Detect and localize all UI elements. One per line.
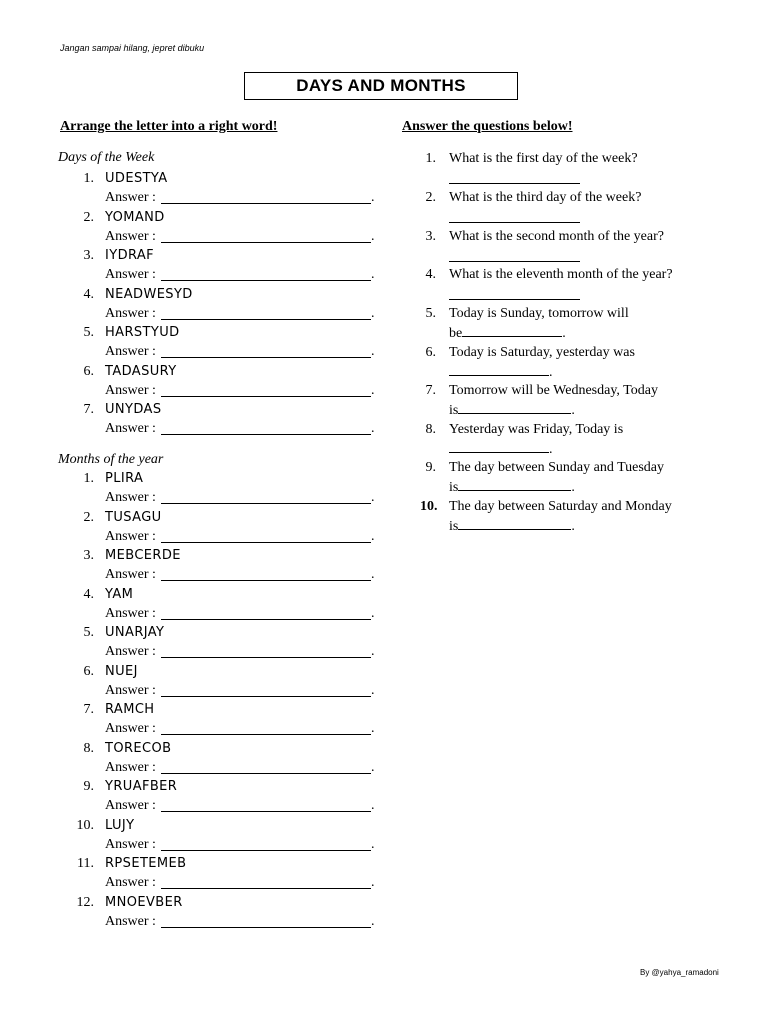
answer-period: . — [371, 721, 375, 736]
scrambled-word: TORECOB — [105, 740, 172, 756]
question-continuation: is . — [449, 516, 575, 536]
answer-period: . — [571, 403, 575, 418]
scrambled-word: UDESTYA — [105, 171, 168, 186]
answer-period: . — [371, 490, 375, 505]
answer-label: Answer : — [105, 190, 156, 205]
question-number: 2. — [425, 190, 436, 205]
item-number: 9. — [83, 779, 94, 794]
answer-period: . — [371, 836, 375, 852]
answer-continuation — [449, 362, 553, 382]
worksheet-title: DAYS AND MONTHS — [244, 72, 518, 100]
answer-period: . — [371, 421, 375, 436]
answer-label: Answer : — [105, 875, 156, 890]
scrambled-word: IYDRAF — [105, 248, 155, 263]
question-number: 7. — [425, 383, 436, 398]
answer-blank[interactable] — [462, 323, 562, 337]
answer-blank[interactable] — [161, 542, 371, 543]
scrambled-word: MNOEVBER — [105, 894, 183, 910]
answer-blank[interactable] — [161, 850, 371, 851]
answer-continuation — [449, 439, 553, 459]
answer-period: . — [371, 267, 375, 282]
answer-blank[interactable] — [161, 357, 371, 358]
question-continuation: is . — [449, 400, 575, 420]
answer-blank[interactable] — [161, 280, 371, 281]
scrambled-word: MEBCERDE — [105, 548, 181, 563]
scrambled-word: RPSETEMEB — [105, 856, 187, 871]
item-number: 12. — [76, 894, 94, 910]
question-text: What is the eleventh month of the year? — [449, 267, 673, 282]
answer-blank[interactable] — [161, 888, 371, 889]
answer-period: . — [371, 759, 375, 775]
left-section-heading: Arrange the letter into a right word! — [60, 119, 278, 134]
item-number: 6. — [83, 663, 94, 679]
scrambled-word: UNARJAY — [105, 625, 165, 640]
answer-period: . — [371, 344, 375, 359]
answer-blank[interactable] — [161, 811, 371, 812]
question-text: Today is Sunday, tomorrow will — [449, 306, 629, 321]
answer-blank[interactable] — [458, 400, 571, 414]
answer-blank[interactable] — [161, 242, 371, 243]
header-note: Jangan sampai hilang, jepret dibuku — [60, 43, 205, 53]
scrambled-word: UNYDAS — [105, 402, 162, 417]
question-text: What is the first day of the week? — [449, 151, 638, 166]
answer-period: . — [371, 305, 375, 321]
answer-label: Answer : — [105, 344, 156, 359]
question-number: 10. — [420, 499, 438, 514]
answer-blank[interactable] — [449, 183, 580, 184]
answer-blank[interactable] — [449, 261, 580, 262]
footer-credit: By @yahya_ramadoni — [640, 968, 719, 977]
answer-period: . — [371, 644, 375, 659]
answer-blank[interactable] — [161, 927, 371, 928]
question-text: The day between Sunday and Tuesday — [449, 460, 665, 475]
answer-label: Answer : — [105, 228, 156, 244]
answer-blank[interactable] — [161, 619, 371, 620]
answer-label: Answer : — [105, 721, 156, 736]
answer-blank[interactable] — [458, 516, 571, 530]
answer-period: . — [371, 913, 375, 929]
scrambled-word: HARSTYUD — [105, 325, 180, 340]
answer-label: Answer : — [105, 644, 156, 659]
answer-blank[interactable] — [161, 773, 371, 774]
item-number: 1. — [83, 171, 94, 186]
answer-period: . — [371, 190, 375, 205]
question-number: 4. — [425, 267, 436, 282]
question-text: Today is Saturday, yesterday was — [449, 345, 635, 360]
months-heading: Months of the year — [58, 452, 164, 467]
item-number: 7. — [83, 402, 94, 417]
question-number: 6. — [425, 345, 436, 360]
answer-label: Answer : — [105, 798, 156, 813]
question-number: 3. — [425, 229, 436, 244]
question-continuation: is . — [449, 477, 575, 497]
answer-label: Answer : — [105, 682, 156, 698]
question-number: 8. — [425, 422, 436, 437]
item-number: 11. — [77, 856, 94, 871]
item-number: 4. — [83, 286, 94, 302]
answer-blank[interactable] — [161, 396, 371, 397]
answer-label: Answer : — [105, 759, 156, 775]
answer-period: . — [371, 528, 375, 544]
item-number: 1. — [83, 471, 94, 486]
question-text: Tomorrow will be Wednesday, Today — [449, 383, 658, 398]
scrambled-word: LUJY — [105, 817, 135, 833]
item-number: 5. — [83, 325, 94, 340]
answer-blank[interactable] — [161, 203, 371, 204]
answer-blank[interactable] — [449, 222, 580, 223]
answer-period: . — [371, 875, 375, 890]
answer-blank[interactable] — [449, 299, 580, 300]
item-number: 4. — [83, 586, 94, 602]
answer-period: . — [562, 326, 566, 341]
question-text: What is the second month of the year? — [449, 229, 664, 244]
scrambled-word: NUEJ — [105, 663, 138, 679]
answer-period: . — [371, 798, 375, 813]
question-number: 1. — [425, 151, 436, 166]
answer-label: Answer : — [105, 382, 156, 398]
scrambled-word: YAM — [105, 586, 134, 602]
item-number: 3. — [83, 548, 94, 563]
answer-label: Answer : — [105, 267, 156, 282]
answer-blank[interactable] — [449, 362, 549, 376]
answer-period: . — [571, 519, 575, 534]
scrambled-word: PLIRA — [105, 471, 144, 486]
question-continuation: be . — [449, 323, 566, 343]
scrambled-word: TUSAGU — [105, 509, 162, 525]
answer-label: Answer : — [105, 605, 156, 621]
answer-blank[interactable] — [161, 657, 371, 658]
item-number: 7. — [83, 702, 94, 717]
item-number: 6. — [83, 363, 94, 379]
item-number: 5. — [83, 625, 94, 640]
answer-period: . — [371, 682, 375, 698]
answer-period: . — [371, 567, 375, 582]
answer-label: Answer : — [105, 490, 156, 505]
answer-label: Answer : — [105, 421, 156, 436]
scrambled-word: RAMCH — [105, 702, 155, 717]
item-number: 8. — [83, 740, 94, 756]
days-heading: Days of the Week — [58, 150, 155, 165]
answer-period: . — [371, 605, 375, 621]
answer-period: . — [371, 382, 375, 398]
question-text: What is the third day of the week? — [449, 190, 642, 205]
answer-label: Answer : — [105, 305, 156, 321]
scrambled-word: YRUAFBER — [105, 779, 178, 794]
answer-label: Answer : — [105, 567, 156, 582]
answer-period: . — [371, 228, 375, 244]
question-text: The day between Saturday and Monday — [449, 499, 672, 514]
answer-label: Answer : — [105, 528, 156, 544]
scrambled-word: YOMAND — [105, 209, 165, 225]
question-number: 5. — [425, 306, 436, 321]
answer-blank[interactable] — [161, 319, 371, 320]
answer-period: . — [549, 442, 553, 457]
answer-period: . — [549, 365, 553, 380]
answer-blank[interactable] — [161, 580, 371, 581]
scrambled-word: TADASURY — [105, 363, 177, 379]
answer-blank[interactable] — [161, 503, 371, 504]
item-number: 10. — [76, 817, 94, 833]
item-number: 2. — [83, 509, 94, 525]
right-section-heading: Answer the questions below! — [402, 119, 573, 134]
question-number: 9. — [425, 460, 436, 475]
item-number: 2. — [83, 209, 94, 225]
item-number: 3. — [83, 248, 94, 263]
answer-label: Answer : — [105, 913, 156, 929]
question-text: Yesterday was Friday, Today is — [449, 422, 624, 437]
answer-blank[interactable] — [161, 734, 371, 735]
answer-blank[interactable] — [161, 696, 371, 697]
answer-period: . — [571, 480, 575, 495]
answer-blank[interactable] — [449, 439, 549, 453]
answer-blank[interactable] — [458, 477, 571, 491]
answer-blank[interactable] — [161, 434, 371, 435]
scrambled-word: NEADWESYD — [105, 286, 193, 302]
answer-label: Answer : — [105, 836, 156, 852]
